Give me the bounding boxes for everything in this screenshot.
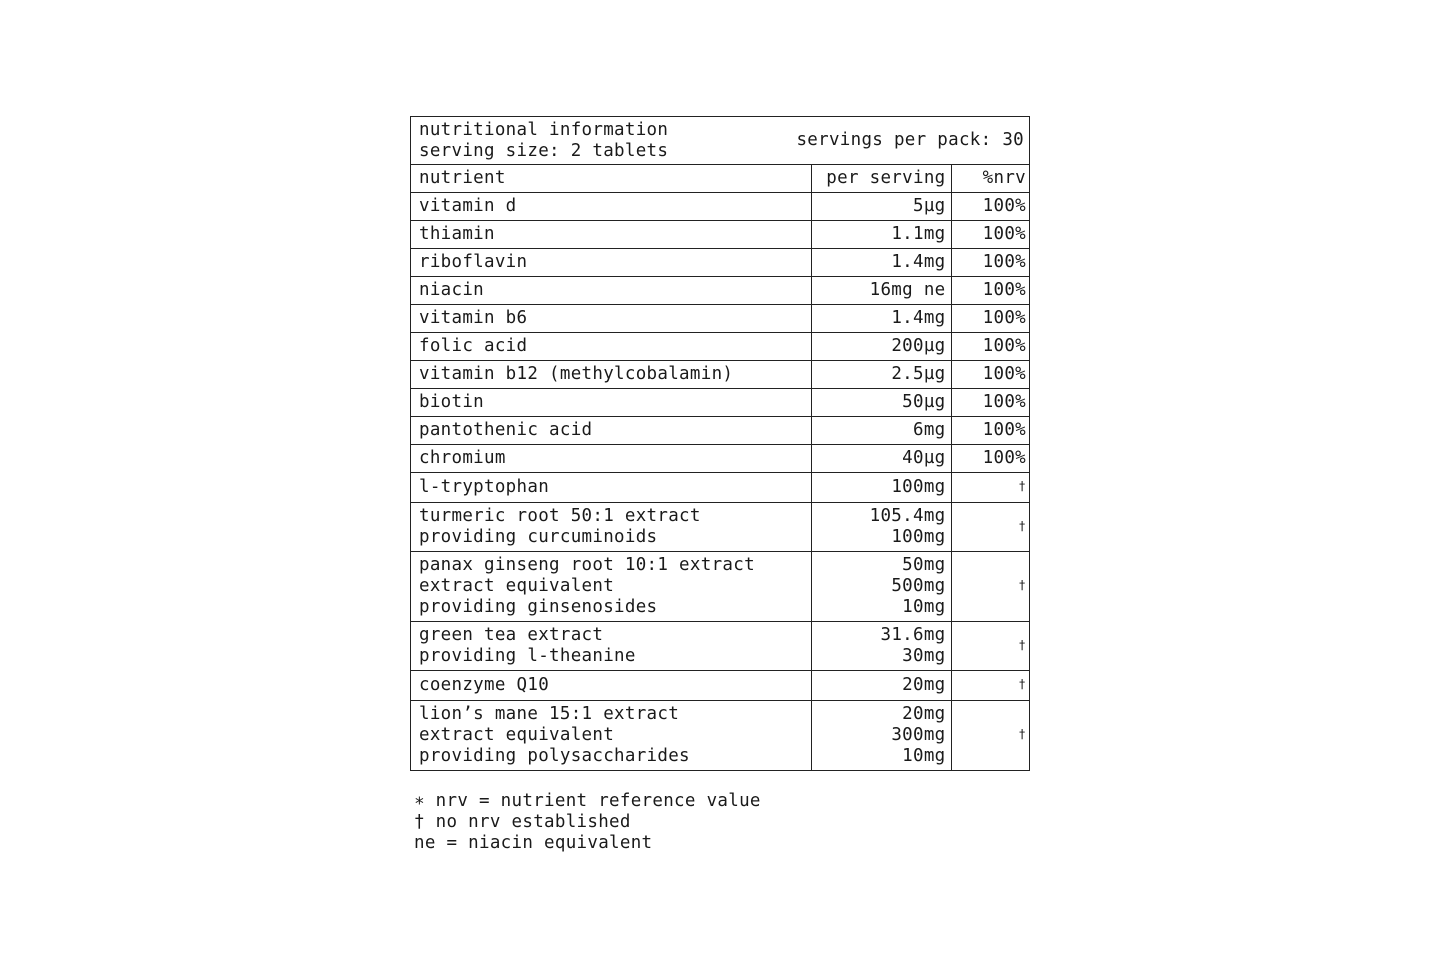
nrv-cell xyxy=(951,445,1029,473)
nutrient-name: providing ginsenosides xyxy=(419,597,658,617)
nutrient-name-cell xyxy=(411,221,811,249)
nutrient-name-cell xyxy=(411,305,811,333)
nrv-value: 100% xyxy=(982,420,1026,440)
nrv-value: † xyxy=(1018,479,1026,493)
amount-cell xyxy=(811,221,951,249)
nutrient-name-cell xyxy=(411,249,811,277)
amount-value: 50µg xyxy=(902,392,946,412)
nutrient-table-body xyxy=(411,165,1029,770)
amount-cell xyxy=(811,305,951,333)
amount-cell xyxy=(811,389,951,417)
table-row xyxy=(411,333,1029,361)
nrv-value: † xyxy=(1018,637,1026,652)
footnote: ne = niacin equivalent xyxy=(414,833,653,853)
amount-cell xyxy=(811,445,951,473)
amount-cell xyxy=(811,361,951,389)
nutrient-name: folic acid xyxy=(419,336,528,356)
nutrient-name-cell xyxy=(411,361,811,389)
amount-cell xyxy=(811,417,951,445)
amount-cell xyxy=(811,193,951,221)
amount-value: 1.4mg xyxy=(891,308,946,328)
nutrient-table xyxy=(411,165,1029,770)
column-header-nutrient: nutrient xyxy=(419,168,506,188)
nrv-cell xyxy=(951,473,1029,503)
nutrient-name: vitamin d xyxy=(419,196,517,216)
nutrient-name-cell xyxy=(411,622,811,671)
nutrient-name-cell xyxy=(411,277,811,305)
nutrient-name-cell xyxy=(411,671,811,701)
label-title: nutritional information xyxy=(419,119,669,140)
amount-value: 6mg xyxy=(912,420,946,440)
table-row xyxy=(411,445,1029,473)
nrv-value: 100% xyxy=(982,280,1026,300)
amount-value: 16mg ne xyxy=(869,280,946,300)
nutrient-name: biotin xyxy=(419,392,485,412)
table-row xyxy=(411,389,1029,417)
nrv-value: 100% xyxy=(982,196,1026,216)
nrv-cell xyxy=(951,277,1029,305)
nrv-value: 100% xyxy=(982,224,1026,244)
nutrient-name-cell xyxy=(411,417,811,445)
amount-cell xyxy=(811,333,951,361)
nutrient-name: riboflavin xyxy=(419,252,528,272)
nrv-value: † xyxy=(1018,578,1026,592)
amount-value: 50mg xyxy=(902,555,946,575)
table-row xyxy=(411,417,1029,445)
table-row xyxy=(411,671,1029,701)
amount-value: 105.4mg xyxy=(869,506,946,526)
label-header xyxy=(411,117,1029,165)
footnote: † no nrv established xyxy=(414,812,631,832)
nutrition-label xyxy=(410,116,1030,771)
amount-cell xyxy=(811,277,951,305)
table-row xyxy=(411,622,1029,671)
table-row xyxy=(411,249,1029,277)
nrv-value: 100% xyxy=(982,448,1026,468)
amount-value: 1.4mg xyxy=(891,252,946,272)
header-left xyxy=(419,120,668,162)
nutrient-name: extract equivalent xyxy=(419,576,615,596)
nrv-cell xyxy=(951,701,1029,771)
amount-value: 100mg xyxy=(891,477,946,497)
nutrient-name: providing curcuminoids xyxy=(419,527,658,547)
amount-cell xyxy=(811,622,951,671)
servings-per-pack: servings per pack: 30 xyxy=(796,130,1024,150)
nrv-cell xyxy=(951,389,1029,417)
nutrient-name-cell xyxy=(411,473,811,503)
nrv-cell xyxy=(951,249,1029,277)
column-header-per-serving: per serving xyxy=(811,165,951,193)
amount-value: 20mg xyxy=(902,704,946,724)
nutrient-name: providing l-theanine xyxy=(419,646,636,666)
nutrient-name: l-tryptophan xyxy=(419,477,550,497)
nrv-value: 100% xyxy=(982,308,1026,328)
amount-cell xyxy=(811,473,951,503)
nutrient-name-cell xyxy=(411,552,811,622)
nutrient-name: niacin xyxy=(419,280,485,300)
amount-value: 20mg xyxy=(902,675,946,695)
column-header-row xyxy=(411,165,1029,193)
amount-value: 500mg xyxy=(891,576,946,596)
nutrient-name: providing polysaccharides xyxy=(419,746,690,766)
amount-cell xyxy=(811,671,951,701)
table-row xyxy=(411,473,1029,503)
nrv-cell xyxy=(951,417,1029,445)
nrv-cell xyxy=(951,193,1029,221)
nutrient-name: coenzyme Q10 xyxy=(419,675,550,695)
table-row xyxy=(411,221,1029,249)
nutrient-name-cell xyxy=(411,701,811,771)
footnotes xyxy=(414,791,761,854)
nutrient-name-cell xyxy=(411,193,811,221)
table-row xyxy=(411,361,1029,389)
nrv-cell xyxy=(951,221,1029,249)
amount-value: 100mg xyxy=(891,527,946,547)
amount-value: 40µg xyxy=(902,448,946,468)
amount-value: 10mg xyxy=(902,597,946,617)
nrv-cell xyxy=(951,305,1029,333)
amount-value: 10mg xyxy=(902,746,946,766)
nrv-cell xyxy=(951,552,1029,622)
nrv-value: † xyxy=(1018,727,1026,741)
table-row xyxy=(411,503,1029,552)
table-row xyxy=(411,552,1029,622)
amount-cell xyxy=(811,503,951,552)
nutrient-name: vitamin b12 (methylcobalamin) xyxy=(419,364,734,384)
amount-cell xyxy=(811,552,951,622)
nrv-cell xyxy=(951,622,1029,671)
nrv-value: 100% xyxy=(982,336,1026,356)
nutrient-name: turmeric root 50:1 extract xyxy=(419,506,701,526)
nrv-value: † xyxy=(1018,518,1026,533)
table-row xyxy=(411,277,1029,305)
amount-cell xyxy=(811,249,951,277)
nutrient-name: lion’s mane 15:1 extract xyxy=(419,704,680,724)
serving-size: serving size: 2 tablets xyxy=(419,140,669,161)
amount-value: 30mg xyxy=(902,646,946,666)
nutrient-name: panax ginseng root 10:1 extract xyxy=(419,555,755,575)
nrv-cell xyxy=(951,671,1029,701)
footnote: ∗ nrv = nutrient reference value xyxy=(414,791,761,811)
amount-value: 31.6mg xyxy=(880,625,946,645)
amount-value: 1.1mg xyxy=(891,224,946,244)
amount-cell xyxy=(811,701,951,771)
table-row xyxy=(411,305,1029,333)
table-row xyxy=(411,193,1029,221)
nutrient-name: extract equivalent xyxy=(419,725,615,745)
nutrient-name-cell xyxy=(411,389,811,417)
nrv-value: † xyxy=(1018,677,1026,691)
nrv-cell xyxy=(951,361,1029,389)
nutrient-name: vitamin b6 xyxy=(419,308,528,328)
amount-value: 5µg xyxy=(912,196,946,216)
nutrient-name: thiamin xyxy=(419,224,495,244)
nutrient-name: chromium xyxy=(419,448,506,468)
nrv-value: 100% xyxy=(982,252,1026,272)
nutrient-name: green tea extract xyxy=(419,625,604,645)
column-header-nrv: %nrv xyxy=(951,165,1029,193)
nutrient-name-cell xyxy=(411,445,811,473)
amount-value: 200µg xyxy=(891,336,946,356)
amount-value: 300mg xyxy=(891,725,946,745)
nrv-value: 100% xyxy=(982,392,1026,412)
table-row xyxy=(411,701,1029,771)
nrv-value: 100% xyxy=(982,364,1026,384)
nrv-cell xyxy=(951,333,1029,361)
amount-value: 2.5µg xyxy=(891,364,946,384)
nrv-cell xyxy=(951,503,1029,552)
nutrient-name-cell xyxy=(411,333,811,361)
nutrient-name-cell xyxy=(411,503,811,552)
nutrient-name: pantothenic acid xyxy=(419,420,593,440)
